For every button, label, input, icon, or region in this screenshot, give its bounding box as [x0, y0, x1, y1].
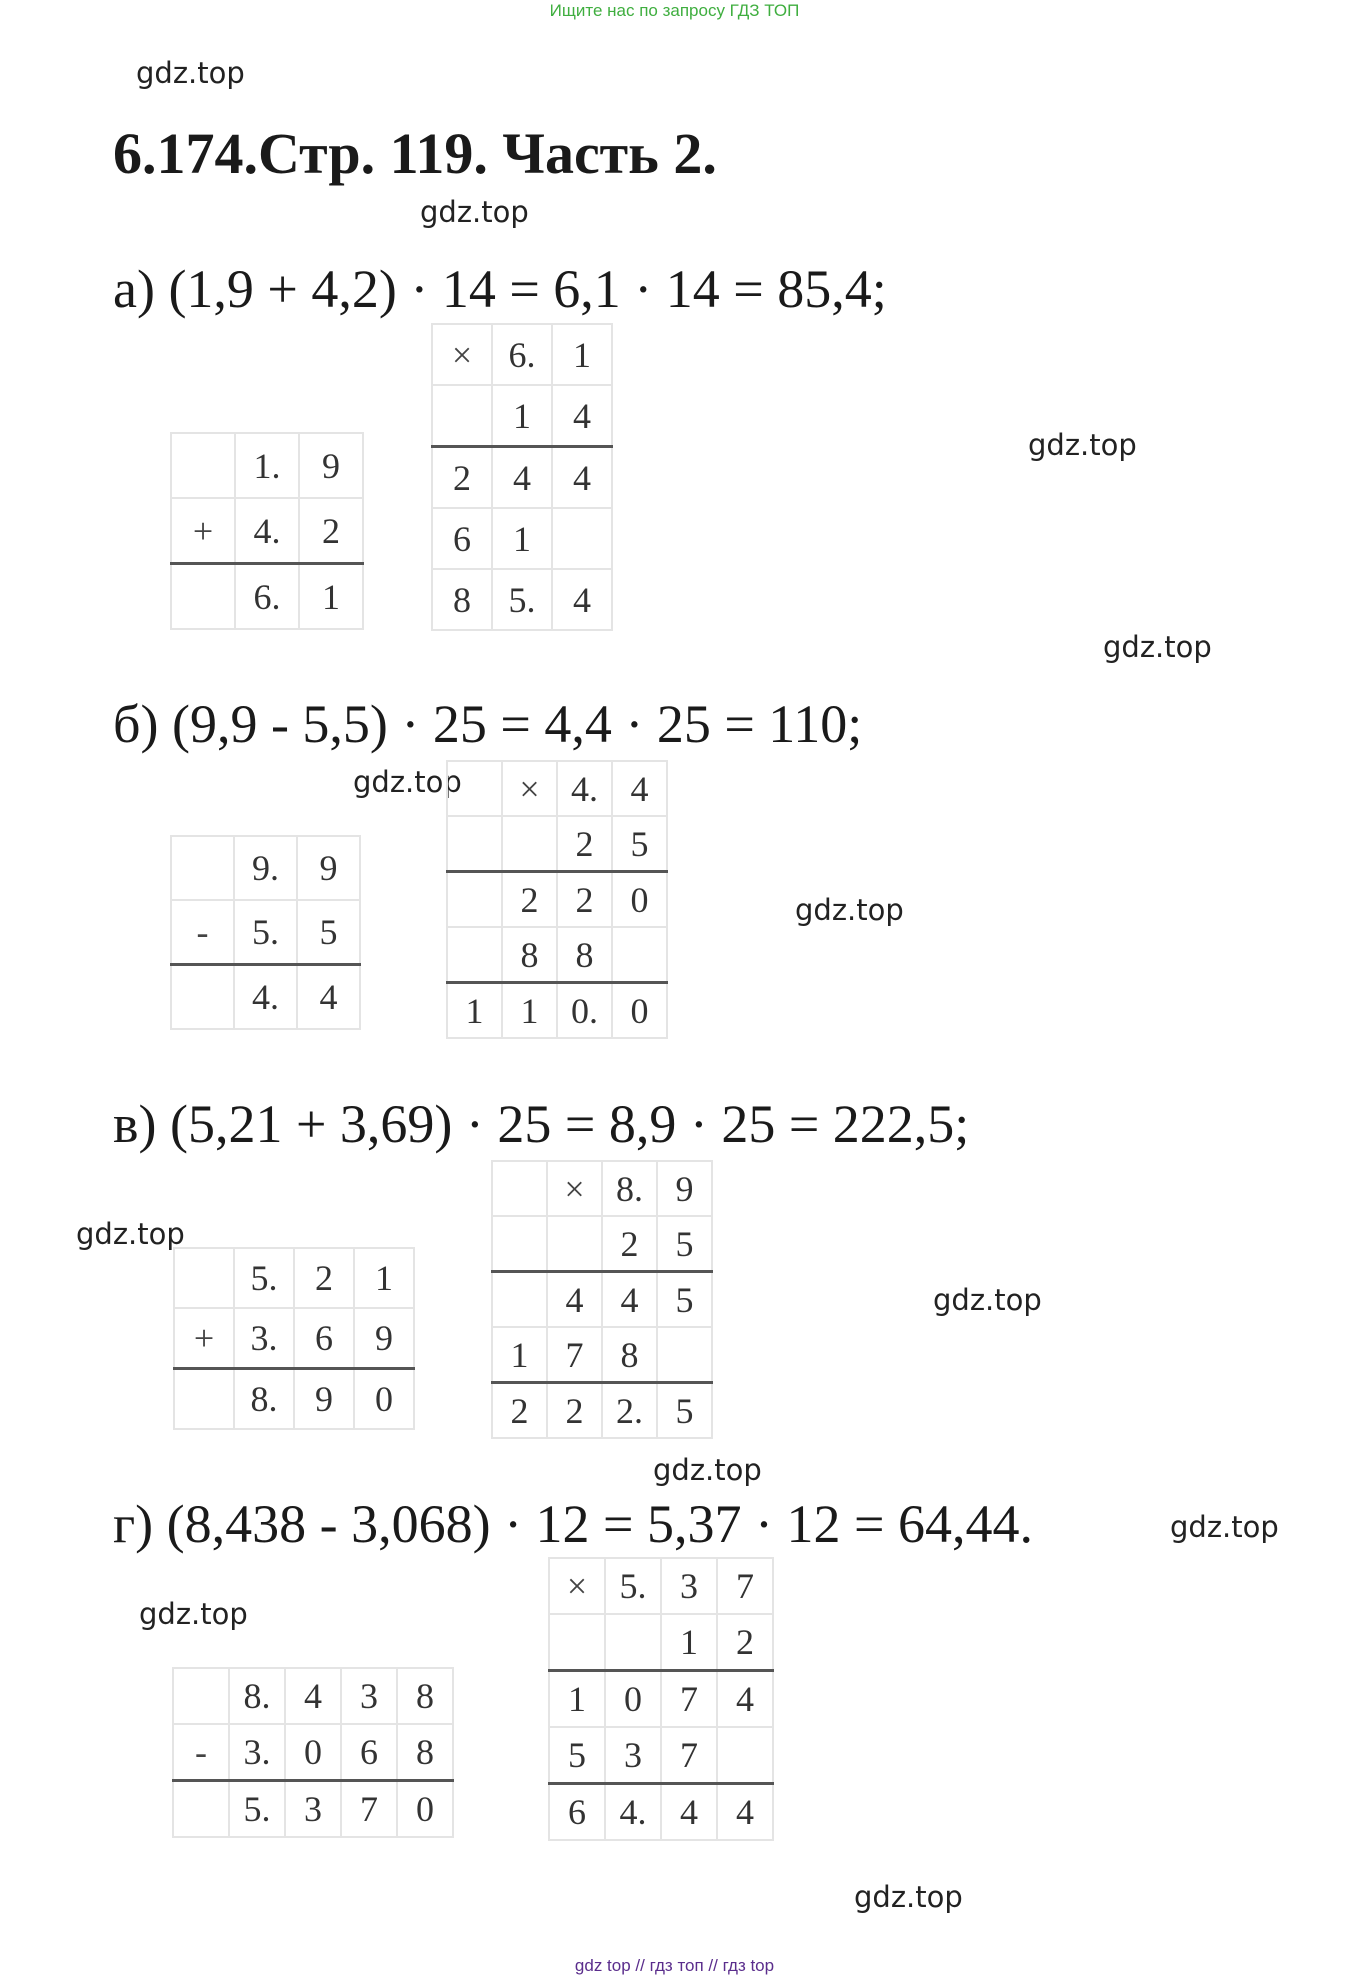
- multiplication-table-b: [446, 760, 668, 1039]
- calc-cell: 1: [299, 564, 363, 630]
- calc-cell: [447, 761, 502, 816]
- calc-cell: 0: [397, 1781, 453, 1838]
- calc-cell: 4: [547, 1272, 602, 1328]
- calc-cell: 4: [552, 569, 612, 630]
- calc-cell: 2: [432, 447, 492, 509]
- calc-cell: 2: [602, 1216, 657, 1272]
- calc-cell: +: [174, 1308, 234, 1369]
- calc-cell: [174, 1248, 234, 1308]
- calc-cell: 5.: [234, 1248, 294, 1308]
- addition-table-a: [170, 432, 364, 630]
- calc-cell: 4: [285, 1668, 341, 1724]
- multiplication-table-g: [548, 1557, 774, 1841]
- calc-cell: ×: [547, 1161, 602, 1216]
- page-title: 6.174.Стр. 119. Часть 2.: [113, 121, 717, 186]
- calc-cell: 3.: [229, 1724, 285, 1781]
- calc-cell: [171, 433, 235, 498]
- calc-cell: 5: [549, 1727, 605, 1784]
- calc-cell: 5.: [492, 569, 552, 630]
- calc-cell: 4: [552, 385, 612, 447]
- calc-cell: 8: [502, 927, 557, 983]
- calc-cell: [502, 816, 557, 872]
- calc-cell: 3: [285, 1781, 341, 1838]
- calc-cell: 9: [299, 433, 363, 498]
- watermark: gdz.top: [136, 56, 245, 90]
- calc-cell: 2: [717, 1614, 773, 1671]
- calc-cell: 0: [612, 983, 667, 1039]
- calc-cell: 9: [354, 1308, 414, 1369]
- calc-cell: [492, 1161, 547, 1216]
- calc-cell: [171, 965, 234, 1030]
- equation-b: б) (9,9 - 5,5) · 25 = 4,4 · 25 = 110;: [113, 694, 863, 754]
- calc-cell: [174, 1369, 234, 1430]
- watermark: gdz.top: [854, 1880, 963, 1914]
- calc-cell: 9: [657, 1161, 712, 1216]
- calc-cell: 1: [447, 983, 502, 1039]
- calc-cell: 0: [285, 1724, 341, 1781]
- calc-cell: 5: [297, 900, 360, 965]
- calc-cell: 0.: [557, 983, 612, 1039]
- addition-table-v: [173, 1247, 415, 1430]
- calc-cell: [447, 872, 502, 928]
- calc-cell: 6.: [492, 324, 552, 385]
- calc-cell: [552, 508, 612, 569]
- calc-cell: [549, 1614, 605, 1671]
- calc-cell: 1: [492, 385, 552, 447]
- calc-cell: 4: [612, 761, 667, 816]
- calc-cell: 0: [605, 1671, 661, 1728]
- watermark: gdz.top: [353, 765, 462, 799]
- calc-cell: [171, 564, 235, 630]
- calc-cell: 8: [557, 927, 612, 983]
- calc-cell: ×: [549, 1558, 605, 1614]
- footer-links[interactable]: gdz top // гдз топ // гдз top: [574, 1956, 775, 1975]
- calc-cell: 9.: [234, 836, 297, 900]
- calc-cell: 4: [297, 965, 360, 1030]
- calc-cell: [173, 1781, 229, 1838]
- calc-cell: [492, 1272, 547, 1328]
- calc-cell: 4: [661, 1784, 717, 1841]
- equation-g: г) (8,438 - 3,068) · 12 = 5,37 · 12 = 64,44.: [113, 1494, 1033, 1554]
- calc-cell: 4: [717, 1784, 773, 1841]
- calc-cell: 4.: [234, 965, 297, 1030]
- calc-cell: 2: [557, 872, 612, 928]
- calc-cell: 1: [502, 983, 557, 1039]
- calc-cell: 7: [547, 1327, 602, 1383]
- calc-cell: 1.: [235, 433, 299, 498]
- calc-cell: 6: [549, 1784, 605, 1841]
- calc-cell: 6: [294, 1308, 354, 1369]
- calc-cell: 1: [354, 1248, 414, 1308]
- watermark: gdz.top: [420, 195, 529, 229]
- calc-cell: -: [173, 1724, 229, 1781]
- calc-cell: ×: [432, 324, 492, 385]
- calc-cell: 7: [341, 1781, 397, 1838]
- calc-cell: 4.: [235, 498, 299, 564]
- calc-cell: 9: [297, 836, 360, 900]
- search-banner[interactable]: Ищите нас по запросу ГДЗ ТОП: [549, 1, 800, 20]
- calc-cell: 3: [341, 1668, 397, 1724]
- watermark: gdz.top: [1170, 1510, 1279, 1544]
- calc-cell: 6: [432, 508, 492, 569]
- calc-cell: 1: [552, 324, 612, 385]
- calc-cell: [612, 927, 667, 983]
- calc-cell: [547, 1216, 602, 1272]
- calc-cell: 2: [492, 1383, 547, 1439]
- calc-cell: 4: [717, 1671, 773, 1728]
- calc-cell: [447, 816, 502, 872]
- multiplication-table-a: [431, 323, 613, 631]
- calc-cell: 4.: [557, 761, 612, 816]
- multiplication-table-v: [491, 1160, 713, 1439]
- watermark: gdz.top: [1103, 630, 1212, 664]
- calc-cell: [492, 1216, 547, 1272]
- calc-cell: 8.: [234, 1369, 294, 1430]
- calc-cell: +: [171, 498, 235, 564]
- subtraction-table-b: [170, 835, 361, 1030]
- calc-cell: 4: [602, 1272, 657, 1328]
- calc-cell: 7: [661, 1671, 717, 1728]
- calc-cell: 2.: [602, 1383, 657, 1439]
- calc-cell: 2: [547, 1383, 602, 1439]
- calc-cell: 1: [492, 508, 552, 569]
- calc-cell: 3: [661, 1558, 717, 1614]
- calc-cell: [605, 1614, 661, 1671]
- calc-cell: 8: [432, 569, 492, 630]
- calc-cell: 3.: [234, 1308, 294, 1369]
- calc-cell: 1: [549, 1671, 605, 1728]
- subtraction-table-g: [172, 1667, 454, 1838]
- calc-cell: [432, 385, 492, 447]
- watermark: gdz.top: [933, 1283, 1042, 1317]
- calc-cell: 2: [294, 1248, 354, 1308]
- calc-cell: [657, 1327, 712, 1383]
- calc-cell: 2: [299, 498, 363, 564]
- calc-cell: [717, 1727, 773, 1784]
- calc-cell: 7: [717, 1558, 773, 1614]
- calc-cell: 8.: [229, 1668, 285, 1724]
- watermark: gdz.top: [653, 1453, 762, 1487]
- calc-cell: 4: [492, 447, 552, 509]
- calc-cell: 3: [605, 1727, 661, 1784]
- calc-cell: 5.: [229, 1781, 285, 1838]
- calc-cell: 5.: [234, 900, 297, 965]
- watermark: gdz.top: [795, 893, 904, 927]
- calc-cell: 4: [552, 447, 612, 509]
- calc-cell: 2: [557, 816, 612, 872]
- calc-cell: 5: [657, 1272, 712, 1328]
- equation-v: в) (5,21 + 3,69) · 25 = 8,9 · 25 = 222,5;: [113, 1094, 970, 1154]
- calc-cell: 1: [492, 1327, 547, 1383]
- calc-cell: 9: [294, 1369, 354, 1430]
- calc-cell: [447, 927, 502, 983]
- calc-cell: 5: [612, 816, 667, 872]
- calc-cell: 6.: [235, 564, 299, 630]
- calc-cell: 1: [661, 1614, 717, 1671]
- calc-cell: 6: [341, 1724, 397, 1781]
- calc-cell: 5: [657, 1216, 712, 1272]
- calc-cell: 5: [657, 1383, 712, 1439]
- calc-cell: [173, 1668, 229, 1724]
- watermark: gdz.top: [139, 1597, 248, 1631]
- calc-cell: 0: [612, 872, 667, 928]
- calc-cell: 4.: [605, 1784, 661, 1841]
- calc-cell: 8: [397, 1668, 453, 1724]
- calc-cell: 5.: [605, 1558, 661, 1614]
- calc-cell: -: [171, 900, 234, 965]
- calc-cell: [171, 836, 234, 900]
- calc-cell: 8: [602, 1327, 657, 1383]
- calc-cell: 7: [661, 1727, 717, 1784]
- calc-cell: 8: [397, 1724, 453, 1781]
- equation-a: а) (1,9 + 4,2) · 14 = 6,1 · 14 = 85,4;: [113, 259, 887, 319]
- calc-cell: 8.: [602, 1161, 657, 1216]
- watermark: gdz.top: [76, 1217, 185, 1251]
- calc-cell: 2: [502, 872, 557, 928]
- calc-cell: ×: [502, 761, 557, 816]
- watermark: gdz.top: [1028, 428, 1137, 462]
- calc-cell: 0: [354, 1369, 414, 1430]
